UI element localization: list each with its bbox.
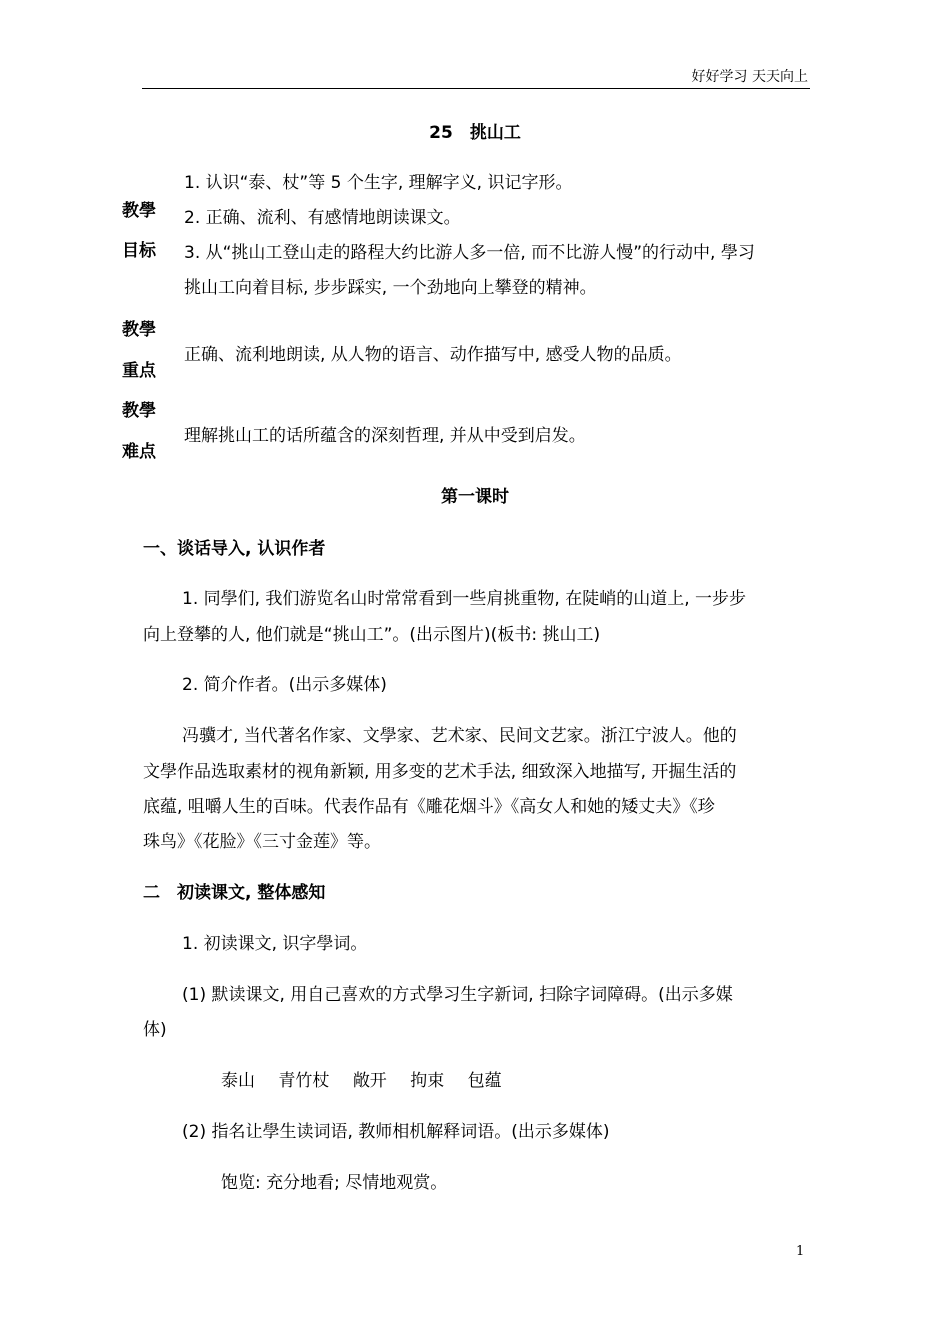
word-definition: 饱览: 充分地看; 尽情地观赏。: [221, 1173, 448, 1193]
author-bio-line-4: 珠鸟》《花脸》《三寸金莲》等。: [143, 832, 381, 852]
difficulties-label-1: 教學: [122, 401, 156, 421]
section-1-para-1-line-1: 1. 同學们, 我们游览名山时常常看到一些肩挑重物, 在陡峭的山道上, 一步步: [182, 589, 747, 609]
key-points-text: 正确、流利地朗读, 从人物的语言、动作描写中, 感受人物的品质。: [184, 345, 682, 365]
author-bio-line-2: 文學作品选取素材的视角新颖, 用多变的艺术手法, 细致深入地描写, 开掘生活的: [143, 762, 737, 782]
vocab-item: 拘束: [410, 1071, 445, 1091]
section-1-para-1-line-2: 向上登攀的人, 他们就是“挑山工”。(出示图片)(板书: 挑山工): [143, 625, 601, 645]
author-bio-line-1: 冯骥才, 当代著名作家、文學家、艺术家、民间文艺家。浙江宁波人。他的: [182, 726, 737, 746]
section-2-para-2-line-1: (1) 默读课文, 用自己喜欢的方式學习生字新词, 扫除字词障碍。(出示多媒: [182, 985, 733, 1005]
section-1-heading: 一、谈话导入, 认识作者: [143, 539, 326, 559]
key-points-label-1: 教學: [122, 320, 156, 340]
section-1-para-2: 2. 简介作者。(出示多媒体): [182, 675, 387, 695]
key-points-label-2: 重点: [122, 361, 156, 381]
section-2-para-1: 1. 初读课文, 识字學词。: [182, 934, 368, 954]
header-rule: [142, 88, 810, 89]
objective-item-1: 1. 认识“泰、杖”等 5 个生字, 理解字义, 识记字形。: [184, 173, 573, 193]
objective-item-2: 2. 正确、流利、有感情地朗读课文。: [184, 208, 461, 228]
author-bio-line-3: 底蕴, 咀嚼人生的百味。代表作品有《雕花烟斗》《高女人和她的矮丈夫》《珍: [143, 797, 715, 817]
vocab-item: 敞开: [352, 1071, 387, 1091]
section-2-para-2-line-2: 体): [143, 1020, 167, 1040]
vocab-item: 泰山: [221, 1071, 255, 1091]
objectives-label-2: 目标: [122, 241, 156, 261]
objective-item-3-cont: 挑山工向着目标, 步步踩实, 一个劲地向上攀登的精神。: [184, 278, 597, 298]
page-number: 1: [796, 1244, 805, 1259]
difficulties-text: 理解挑山工的话所蕴含的深刻哲理, 并从中受到启发。: [184, 426, 586, 446]
page-title: 25 挑山工: [429, 123, 521, 143]
vocab-item: 包蕴: [467, 1071, 502, 1091]
objectives-label-1: 教學: [122, 201, 156, 221]
section-2-para-3: (2) 指名让學生读词语, 教师相机解释词语。(出示多媒体): [182, 1122, 610, 1142]
objective-item-3: 3. 从“挑山工登山走的路程大约比游人多一倍, 而不比游人慢”的行动中, 學习: [184, 243, 755, 263]
section-2-heading: 二 初读课文, 整体感知: [143, 883, 326, 903]
vocab-list: [221, 1066, 520, 1091]
difficulties-label-2: 难点: [122, 442, 156, 462]
lesson-title: 第一课时: [441, 487, 509, 507]
page-header: 好好学习 天天向上: [691, 69, 808, 85]
vocab-item: 青竹杖: [278, 1071, 330, 1091]
